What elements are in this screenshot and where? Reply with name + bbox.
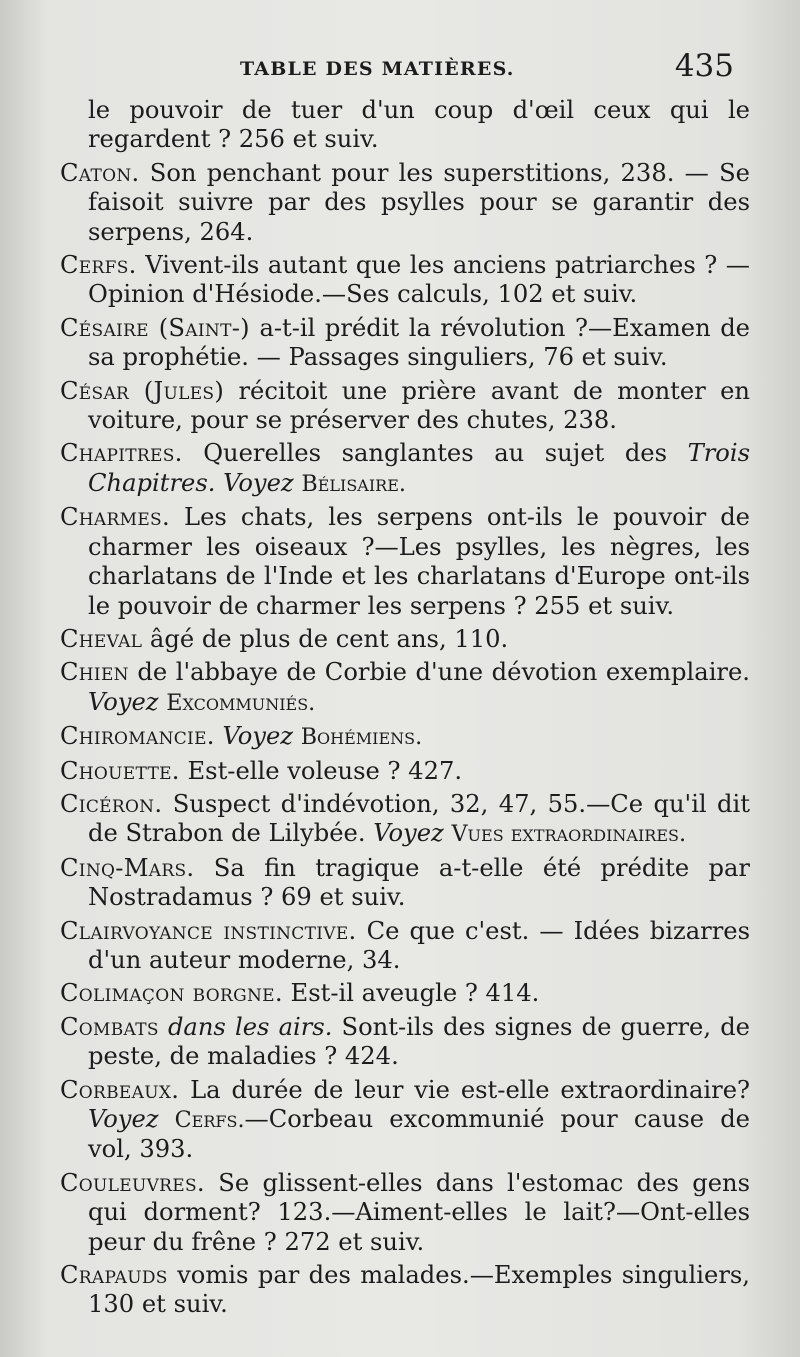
entry-text: le pouvoir de tuer d'un coup d'œil ceux qui le regardent ? 256 et suiv. — [88, 96, 750, 154]
entry-text: Se glissent-elles dans l'estomac des gens qui dorment? 123.—Aiment-elles le lait?—Ont-elles peur du frêne ? 272 et suiv. — [88, 1168, 750, 1256]
entry-text: Est-il aveugle ? 414. — [282, 979, 540, 1008]
entry-text: Vivent-ils autant que les anciens patriarches ? —Opinion d'Hésiode.—Ses calculs, 102 et suiv. — [88, 251, 750, 309]
cross-reference: Cerfs. — [174, 1107, 245, 1133]
entry-text: Querelles sanglantes au sujet des — [182, 439, 688, 468]
cross-reference: Excommuniés. — [166, 689, 316, 716]
index-entry — [60, 439, 750, 499]
index-entry — [60, 1169, 750, 1257]
entry-headword: Corbeaux. — [60, 1075, 180, 1104]
entry-text: Sont-ils des signes de guerre, de peste, de maladies ? 424. — [88, 1012, 750, 1071]
entry-text: âgé de plus de cent ans, 110. — [142, 624, 509, 653]
entry-headword: César (Jules) — [60, 376, 225, 405]
entry-headword: Colimaçon borgne. — [60, 979, 283, 1008]
index-entry — [60, 377, 750, 436]
entry-headword: Cerfs. — [60, 251, 137, 280]
page-number: 435 — [674, 48, 734, 84]
entry-text: Sa fin tragique a-t-elle été prédite par Nostradamus ? 69 et suiv. — [88, 853, 750, 912]
entry-headword: Césaire (Saint-) — [60, 313, 250, 342]
cross-reference: Bélisaire. — [301, 470, 406, 497]
index-entry — [60, 159, 750, 247]
entry-headword: Chien — [60, 658, 129, 687]
entry-text: Les chats, les serpens ont-ils le pouvoir de charmer les oiseaux ?—Les psylles, les nègres, les charlatans de l'Inde et les charlatans d'Europe ont-ils le pouvoir de charmer les serpens ? 255 et suiv. — [88, 503, 750, 620]
entry-headword: Combats — [60, 1012, 159, 1041]
italic-text: Voyez — [373, 819, 444, 848]
entry-headword: Cicéron. — [60, 789, 163, 818]
italic-text: Trois Chapitres. Voyez — [88, 439, 750, 497]
cross-reference: Bohémiens. — [300, 724, 423, 751]
index-entry — [60, 854, 750, 913]
entry-headword: Cheval — [60, 624, 143, 653]
entry-text: Est-elle voleuse ? 427. — [179, 756, 463, 785]
index-entries — [60, 96, 750, 1324]
index-entry — [60, 722, 750, 752]
entry-text — [293, 722, 301, 750]
entry-text: La durée de leur vie est-elle extraordinaire? — [179, 1075, 750, 1104]
index-entry — [60, 251, 750, 310]
entry-text: de l'abbaye de Corbie d'une dévotion exemplaire. — [128, 658, 750, 687]
index-entry — [60, 917, 750, 976]
italic-text: dans les airs. — [167, 1012, 333, 1041]
entry-text: —Corbeau excommunié pour cause de vol, 393. — [88, 1105, 750, 1164]
cross-reference: Vues extraordinaires. — [451, 821, 687, 848]
entry-text — [159, 1013, 168, 1041]
index-entry — [60, 1261, 750, 1320]
entry-text: vomis par des malades.—Exemples singuliers, 130 et suiv. — [88, 1261, 750, 1319]
index-entry — [60, 1013, 750, 1072]
index-entry — [60, 96, 750, 155]
entry-text — [159, 1105, 175, 1133]
entry-headword: Chapitres. — [60, 439, 183, 468]
index-entry — [60, 314, 750, 373]
index-entry — [60, 979, 750, 1008]
entry-text: Suspect d'indévotion, 32, 47, 55.—Ce qu'il dit de Strabon de Lilybée. — [88, 789, 750, 848]
index-entry — [60, 658, 750, 718]
entry-text: Son penchant pour les superstitions, 238. — Se faisoit suivre par des psylles pour se garantir des serpens, 264. — [88, 158, 750, 246]
index-entry — [60, 503, 750, 621]
index-entry — [60, 625, 750, 654]
entry-headword: Crapauds — [60, 1261, 168, 1290]
entry-headword: Chiromancie. — [60, 722, 215, 751]
running-title: TABLE DES MATIÈRES. — [240, 58, 515, 80]
index-entry — [60, 1076, 750, 1165]
entry-headword: Charmes. — [60, 503, 170, 532]
entry-headword: Clairvoyance instinctive. — [60, 916, 357, 945]
italic-text: Voyez — [88, 1105, 159, 1133]
italic-text: Voyez — [88, 687, 159, 716]
entry-headword: Chouette. — [60, 756, 180, 785]
entry-headword: Cinq-Mars. — [60, 853, 195, 882]
entry-headword: Caton. — [60, 158, 140, 187]
entry-headword: Couleuvres. — [60, 1168, 205, 1197]
index-entry — [60, 790, 750, 850]
entry-text: récitoit une prière avant de monter en voiture, pour se préserver des chutes, 238. — [88, 376, 750, 435]
italic-text: Voyez — [222, 722, 293, 751]
index-entry — [60, 757, 750, 786]
entry-text: a-t-il prédit la révolution ?—Examen de sa prophétie. — Passages singuliers, 76 et suiv. — [88, 313, 750, 372]
entry-text: Ce que c'est. — Idées bizarres d'un auteur moderne, 34. — [88, 916, 750, 974]
page-header — [0, 48, 800, 88]
